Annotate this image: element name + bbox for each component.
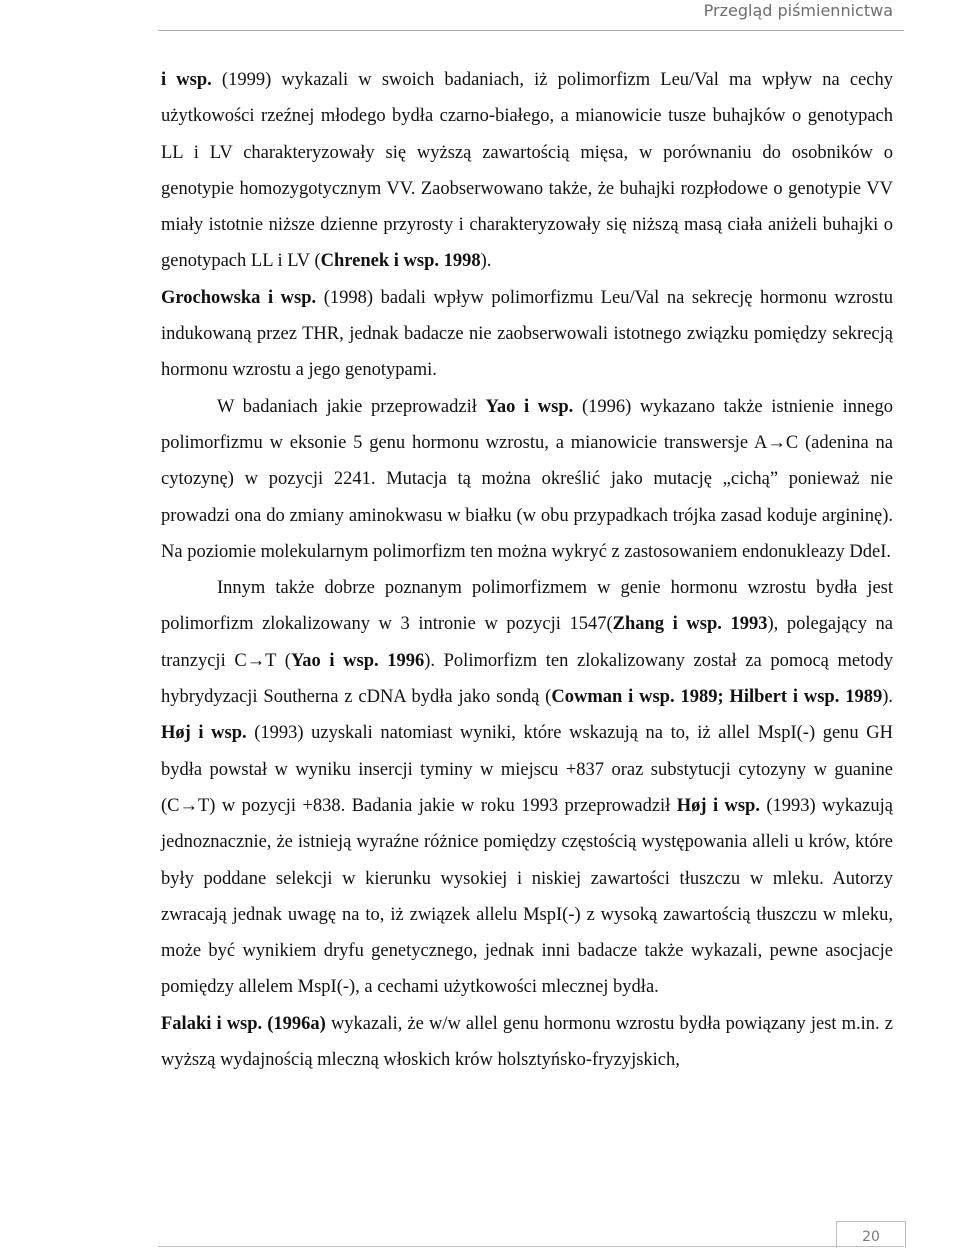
- body-text: [161, 62, 893, 1078]
- text-run: (1993) uzyskali natomiast wyniki, które wskazują na to, iż allel MspI(-) genu GH bydła powstał w wyniku insercji tyminy w miejscu +837 oraz substytucji cytozyny w guanine (C→T) w pozycji +838. Badania jakie w roku 1993 przeprowadził: [161, 723, 893, 816]
- paragraph: [161, 389, 893, 570]
- text-run: (1996) wykazano także istnienie innego polimorfizmu w eksonie 5 genu hormonu wzrostu, a mianowicie transwersje A→C (adenina na cytozynę) w pozycji 2241. Mutacja tą można określić jako mutację „cichą” ponieważ nie prowadzi ona do zmiany aminokwasu w białku (w obu przypadkach trójka zasad koduje argininę). Na poziomie molekularnym polimorfizm ten można wykryć z zastosowaniem endonukleazy DdeI.: [161, 396, 893, 562]
- citation: i wsp.: [161, 70, 212, 90]
- running-header: Przegląd piśmiennictwa: [703, 1, 893, 20]
- citation: Cowman i wsp. 1989; Hilbert i wsp. 1989: [551, 687, 883, 708]
- text-run: Innym także dobrze poznanym polimorfizmem w genie hormonu wzrostu bydła jest polimorfizm zlokalizowany w 3 intronie w pozycji 1547(: [161, 578, 893, 635]
- citation: Yao i wsp. 1996: [290, 650, 425, 671]
- citation: Høj i wsp.: [676, 795, 760, 816]
- citation: Høj i wsp.: [161, 723, 247, 744]
- text-run: ). Polimorfizm ten zlokalizowany został za pomocą metody hybrydyzacji Southerna z cDNA bydła jako sondą (: [161, 650, 893, 708]
- text-run: (1999) wykazali w swoich badaniach, iż polimorfizm Leu/Val ma wpływ na cechy użytkowości rzeźnej młodego bydła czarno-białego, a mianowicie tusze buhajków o genotypach LL i LV charakteryzowały się wyższą zawartością mięsa, w porównaniu do osobników o genotypie homozygotycznym VV. Zaobserwowano także, że buhajki rozpłodowe o genotypie VV miały istotnie niższe dzienne przyrosty i charakteryzowały się niższą masą ciała aniżeli buhajki o genotypach LL i LV (: [161, 70, 893, 272]
- text-run: W badaniach jakie przeprowadził: [217, 396, 486, 417]
- citation: 1998: [443, 251, 481, 272]
- text-run: (1993) wykazują jednoznacznie, że istnieją wyraźne różnice pomiędzy częstością występowania alleli u krów, które były poddane selekcji w kierunku wysokiej i niskiej zawartości tłuszczu w mleku. Autorzy zwracają jednak uwagę na to, iż związek allelu MspI(-) z wysoką zawartością tłuszczu w mleku, może być wynikiem dryfu genetycznego, jednak inni badacze także wykazali, pewne asocjacje pomiędzy allelem MspI(-), a cechami użytkowości mlecznej bydła.: [161, 795, 893, 998]
- citation: Falaki i wsp.: [161, 1013, 263, 1034]
- paragraph: [161, 280, 893, 389]
- paragraph: [161, 570, 893, 1006]
- citation: (1996a): [267, 1013, 326, 1034]
- text-run: (1998) badali wpływ polimorfizmu Leu/Val na sekrecję hormonu wzrostu indukowaną przez THR, jednak badacze nie zaobserwowali istotnego związku pomiędzy sekrecją hormonu wzrostu a jego genotypami.: [161, 287, 894, 381]
- citation: Yao i wsp.: [485, 396, 574, 417]
- text-run: ), polegający na tranzycji C→T (: [161, 614, 894, 671]
- citation: Chrenek i wsp.: [320, 251, 440, 272]
- page-number: 20: [836, 1221, 906, 1248]
- text-run: ).: [480, 251, 492, 272]
- citation: Grochowska i wsp.: [161, 287, 317, 308]
- text-run: ).: [882, 687, 893, 708]
- paragraph: [161, 62, 893, 280]
- text-run: wykazali, że w/w allel genu hormonu wzrostu bydła powiązany jest m.in. z wyższą wydajnością mleczną włoskich krów holsztyńsko-fryzyjskich,: [161, 1013, 893, 1071]
- footer-rule: [158, 1246, 904, 1247]
- citation: Zhang i wsp. 1993: [612, 614, 768, 635]
- paragraph: [161, 1006, 893, 1079]
- header-rule: [158, 30, 904, 31]
